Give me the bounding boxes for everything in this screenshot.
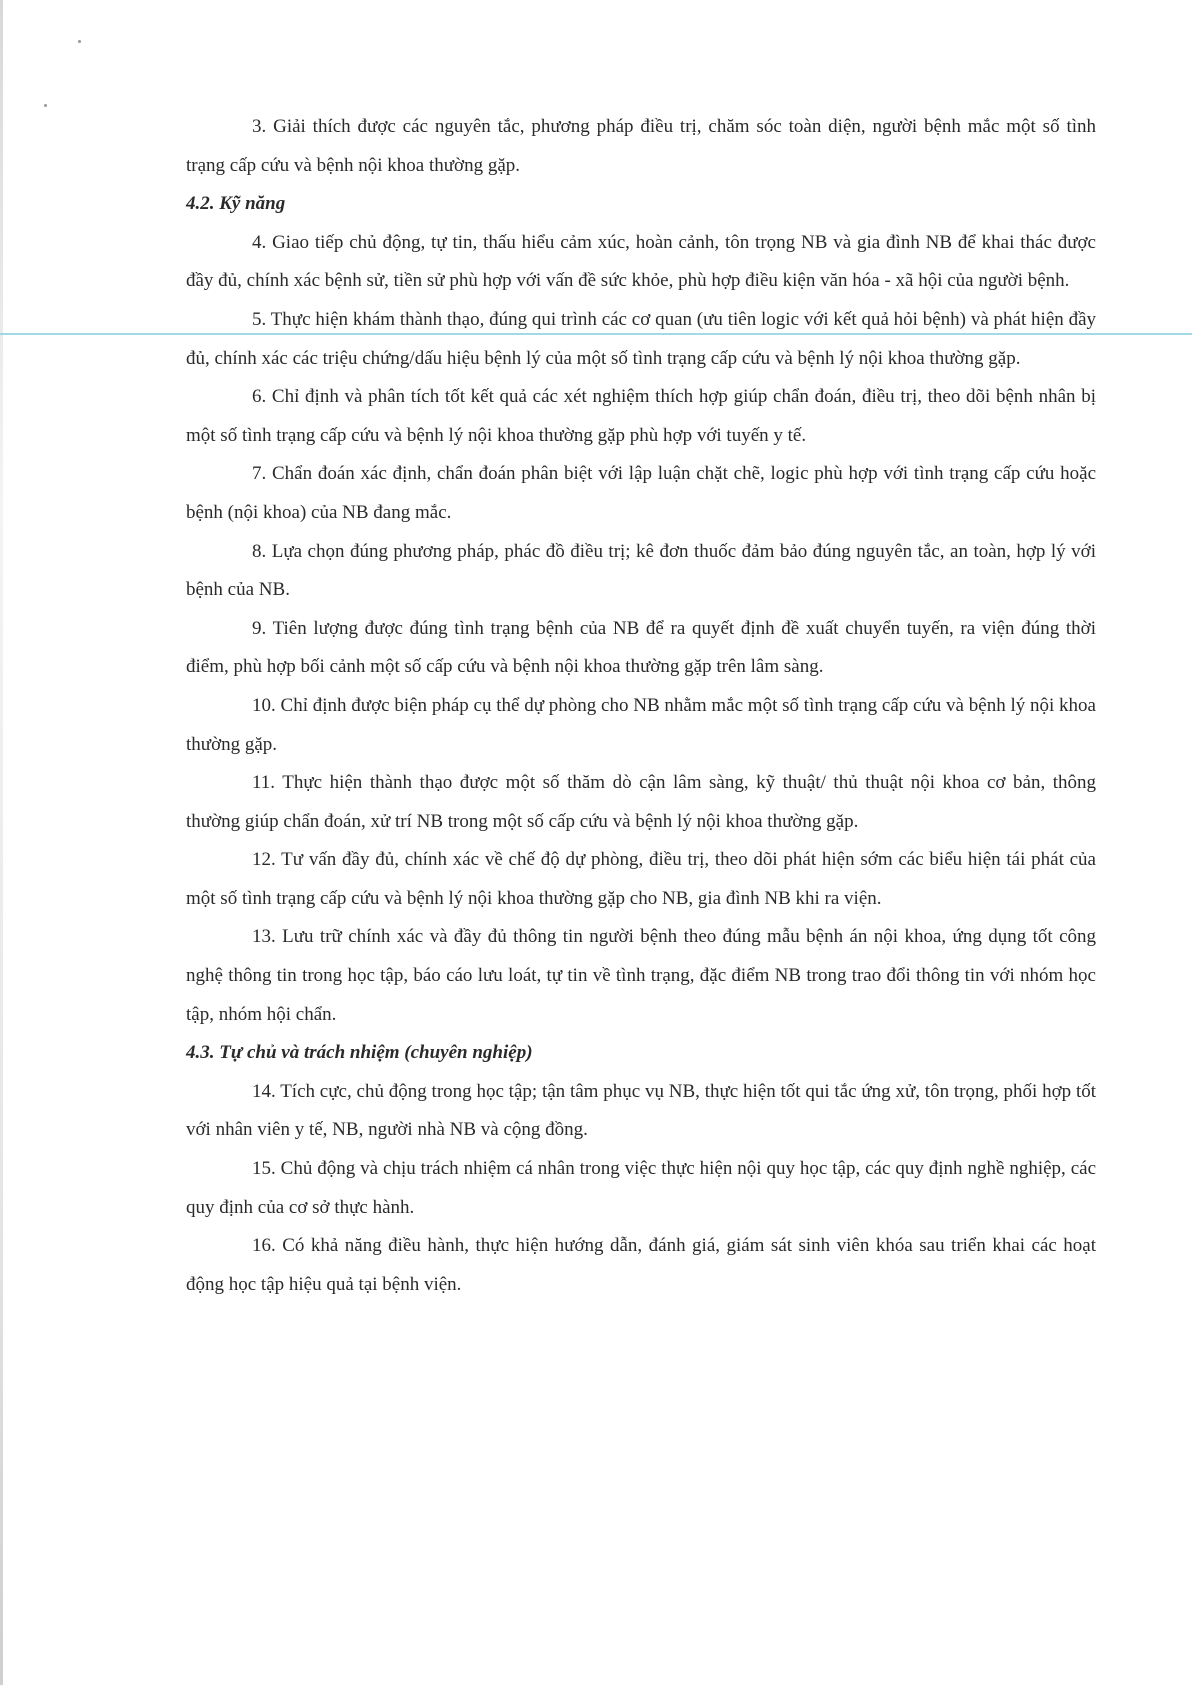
- paragraph-outcome-9: 9. Tiên lượng được đúng tình trạng bệnh của NB để ra quyết định đề xuất chuyển tuyến, ra viện đúng thời điểm, phù hợp bối cảnh một số cấp cứu và bệnh nội khoa thường gặp trên lâm sàng.: [186, 617, 1096, 678]
- document-body: [186, 108, 1096, 1304]
- paragraph-outcome-14: 14. Tích cực, chủ động trong học tập; tận tâm phục vụ NB, thực hiện tốt qui tắc ứng xử, tôn trọng, phối hợp tốt với nhân viên y tế, NB, người nhà NB và cộng đồng.: [186, 1080, 1096, 1141]
- scan-speck: [78, 40, 81, 43]
- section-heading-autonomy: 4.3. Tự chủ và trách nhiệm (chuyên nghiệp): [186, 1042, 533, 1064]
- paragraph-outcome-6: 6. Chỉ định và phân tích tốt kết quả các xét nghiệm thích hợp giúp chẩn đoán, điều trị, theo dõi bệnh nhân bị một số tình trạng cấp cứu và bệnh lý nội khoa thường gặp phù hợp với tuyến y tế.: [186, 386, 1096, 446]
- paragraph-outcome-11: 11. Thực hiện thành thạo được một số thăm dò cận lâm sàng, kỹ thuật/ thủ thuật nội khoa cơ bản, thông thường giúp chẩn đoán, xử trí NB trong một số cấp cứu và bệnh lý nội khoa thường gặp.: [186, 772, 1096, 832]
- paragraph-outcome-8: 8. Lựa chọn đúng phương pháp, phác đồ điều trị; kê đơn thuốc đảm bảo đúng nguyên tắc, an toàn, hợp lý với bệnh của NB.: [186, 540, 1096, 601]
- paragraph-outcome-15: 15. Chủ động và chịu trách nhiệm cá nhân trong việc thực hiện nội quy học tập, các quy định nghề nghiệp, các quy định của cơ sở thực hành.: [186, 1158, 1096, 1218]
- scan-speck: [44, 104, 47, 107]
- paragraph-outcome-16: 16. Có khả năng điều hành, thực hiện hướng dẫn, đánh giá, giám sát sinh viên khóa sau triển khai các hoạt động học tập hiệu quả tại bệnh viện.: [186, 1235, 1096, 1295]
- paragraph-outcome-4: 4. Giao tiếp chủ động, tự tin, thấu hiểu cảm xúc, hoàn cảnh, tôn trọng NB và gia đình NB để khai thác được đầy đủ, chính xác bệnh sử, tiền sử phù hợp với vấn đề sức khỏe, phù hợp điều kiện văn hóa - xã hội của người bệnh.: [186, 231, 1096, 292]
- paragraph-outcome-10: 10. Chỉ định được biện pháp cụ thể dự phòng cho NB nhằm mắc một số tình trạng cấp cứu và bệnh lý nội khoa thường gặp.: [186, 694, 1096, 755]
- scan-edge: [0, 0, 3, 1685]
- paragraph-outcome-3: 3. Giải thích được các nguyên tắc, phương pháp điều trị, chăm sóc toàn diện, người bệnh mắc một số tình trạng cấp cứu và bệnh nội khoa thường gặp.: [186, 116, 1096, 176]
- paragraph-outcome-12: 12. Tư vấn đầy đủ, chính xác về chế độ dự phòng, điều trị, theo dõi phát hiện sớm các biểu hiện tái phát của một số tình trạng cấp cứu và bệnh lý nội khoa thường gặp cho NB, gia đình NB khi ra viện.: [186, 849, 1096, 909]
- section-heading-skills: 4.2. Kỹ năng: [186, 193, 286, 215]
- paragraph-outcome-5: 5. Thực hiện khám thành thạo, đúng qui trình các cơ quan (ưu tiên logic với kết quả hỏi bệnh) và phát hiện đầy đủ, chính xác các triệu chứng/dấu hiệu bệnh lý của một số tình trạng cấp cứu và bệnh lý nội khoa thường gặp.: [186, 308, 1096, 369]
- paragraph-outcome-13: 13. Lưu trữ chính xác và đầy đủ thông tin người bệnh theo đúng mẫu bệnh án nội khoa, ứng dụng tốt công nghệ thông tin trong học tập, báo cáo lưu loát, tự tin về tình trạng, đặc điểm NB trong trao đổi thông tin với nhóm học tập, nhóm hội chẩn.: [186, 926, 1096, 1025]
- paragraph-outcome-7: 7. Chẩn đoán xác định, chẩn đoán phân biệt với lập luận chặt chẽ, logic phù hợp với tình trạng cấp cứu hoặc bệnh (nội khoa) của NB đang mắc.: [186, 463, 1096, 523]
